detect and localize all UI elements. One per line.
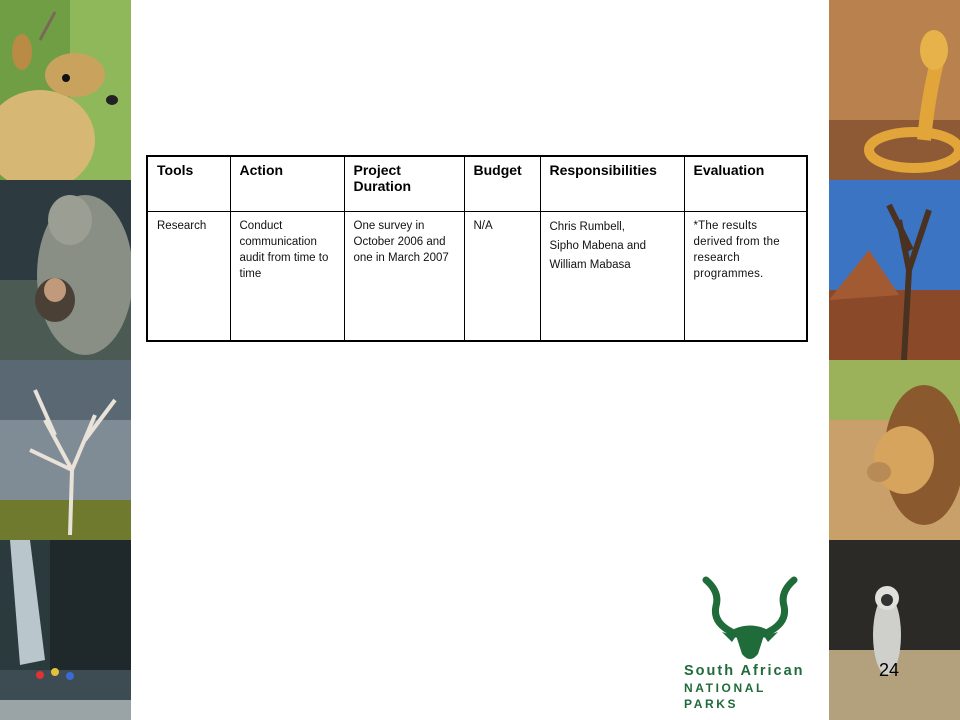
page-number: 24 bbox=[879, 660, 900, 680]
right-photo-strip bbox=[829, 0, 960, 720]
header-responsibilities: Responsibilities bbox=[540, 156, 684, 212]
cobra-photo bbox=[829, 0, 960, 180]
header-project-duration: Project Duration bbox=[344, 156, 464, 212]
table-header-row bbox=[147, 156, 807, 212]
header-budget: Budget bbox=[464, 156, 540, 212]
antelope-photo bbox=[0, 0, 131, 180]
responsibility-line: Chris Rumbell, bbox=[549, 221, 625, 233]
responsibility-line: William Mabasa bbox=[549, 259, 631, 271]
cell-budget: N/A bbox=[464, 212, 540, 342]
responsibility-line: Sipho Mabena and bbox=[549, 240, 647, 252]
logo-line-2: NATIONAL PARKS bbox=[684, 681, 766, 711]
action-plan-table bbox=[146, 155, 808, 342]
left-photo-strip bbox=[0, 0, 131, 720]
header-evaluation: Evaluation bbox=[684, 156, 807, 212]
table-row bbox=[147, 212, 807, 342]
waterfall-photo bbox=[0, 540, 131, 720]
quiver-tree-photo bbox=[829, 180, 960, 360]
logo-line-1: South African bbox=[684, 663, 805, 679]
sanparks-wordmark bbox=[684, 662, 824, 712]
cell-responsibilities bbox=[540, 212, 684, 342]
header-tools: Tools bbox=[147, 156, 230, 212]
cell-evaluation: *The results derived from the research programmes. bbox=[684, 212, 807, 342]
cell-tools: Research bbox=[147, 212, 230, 342]
baboon-photo bbox=[0, 180, 131, 360]
header-action: Action bbox=[230, 156, 344, 212]
lion-photo bbox=[829, 360, 960, 540]
monkey-photo bbox=[829, 540, 960, 720]
cell-duration: One survey in October 2006 and one in March 2007 bbox=[344, 212, 464, 342]
dead-tree-photo bbox=[0, 360, 131, 540]
cell-action: Conduct communication audit from time to time bbox=[230, 212, 344, 342]
